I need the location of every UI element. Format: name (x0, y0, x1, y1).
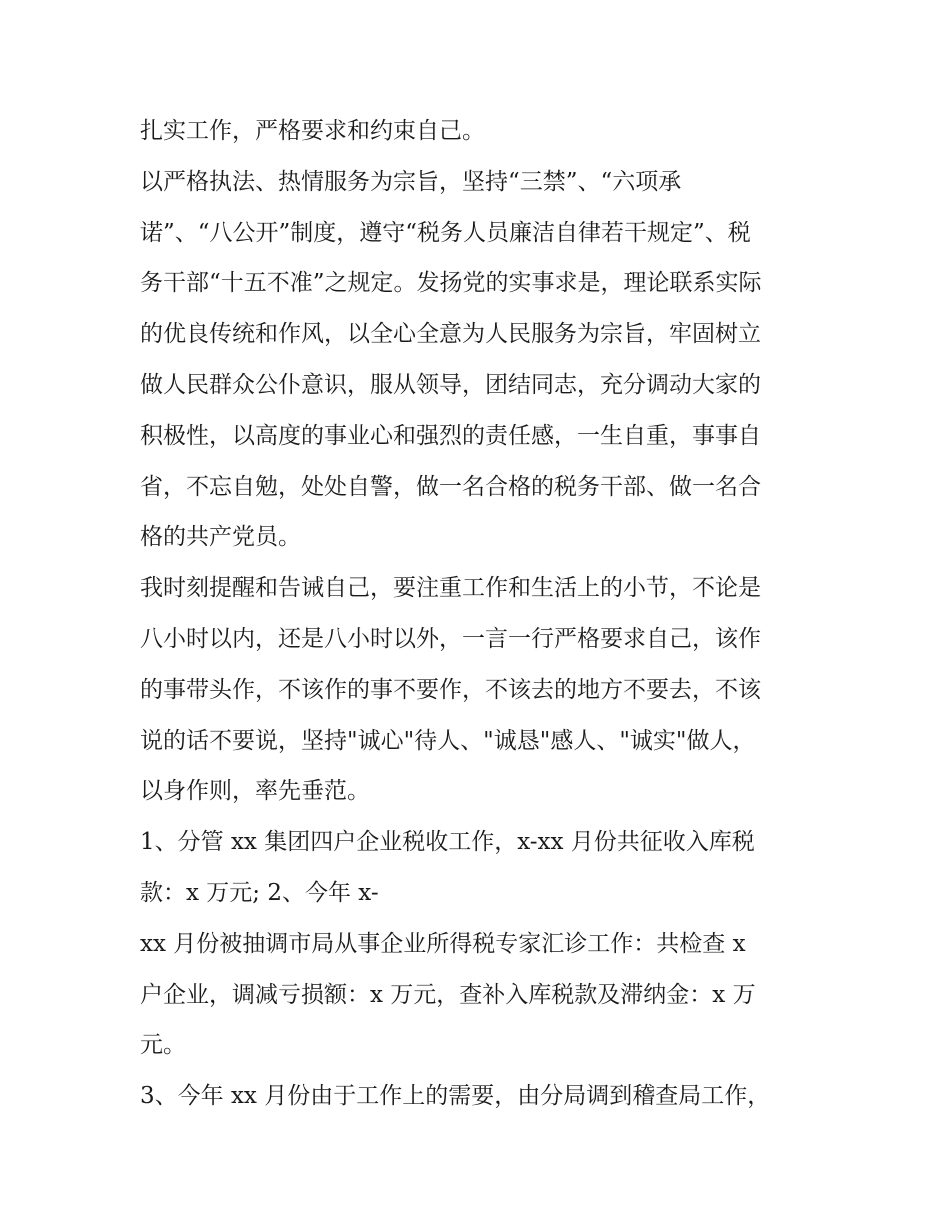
text-line: 以严格执法、热情服务为宗旨，坚持“三禁”、“六项承 (140, 168, 682, 195)
text-line: 省，不忘自勉，处处自警，做一名合格的税务干部、做一名合 (140, 473, 761, 500)
text-line: 以身作则，率先垂范。 (140, 778, 370, 805)
text-line: 积极性，以高度的事业心和强烈的责任感，一生自重，事事自 (140, 422, 761, 449)
text-line: 1、分管 xx 集团四户企业税收工作，x-xx 月份共征收入库税 (140, 829, 755, 856)
text-line: 格的共产党员。 (140, 524, 301, 551)
text-line: xx 月份被抽调市局从事企业所得税专家汇诊工作：共检查 x (140, 930, 746, 957)
text-line: 的优良传统和作风，以全心全意为人民服务为宗旨，牢固树立 (140, 321, 761, 348)
text-line: 八小时以内，还是八小时以外，一言一行严格要求自己，该作 (140, 625, 761, 652)
text-line: 的事带头作，不该作的事不要作，不该去的地方不要去，不该 (140, 676, 761, 703)
text-line: 诺”、“八公开”制度，遵守“税务人员廉洁自律若干规定”、税 (140, 219, 751, 246)
text-line: 我时刻提醒和告诫自己，要注重工作和生活上的小节，不论是 (140, 575, 761, 602)
text-line: 元。 (140, 1032, 186, 1059)
text-line: 扎实工作，严格要求和约束自己。 (140, 118, 485, 144)
text-line: 户企业，调减亏损额：x 万元，查补入库税款及滞纳金：x 万 (140, 981, 756, 1008)
document-body (140, 106, 830, 1122)
text-line: 务干部“十五不准”之规定。发扬党的实事求是，理论联系实际 (140, 270, 762, 297)
text-line: 做人民群众公仆意识，服从领导，团结同志，充分调动大家的 (140, 371, 761, 398)
text-line: 3、今年 xx 月份由于工作上的需要，由分局调到稽查局工作， (140, 1083, 771, 1110)
text-line: 款：x 万元; 2、今年 x- (140, 879, 379, 906)
text-line: 说的话不要说，坚持"诚心"待人、"诚恳"感人、"诚实"做人， (140, 727, 756, 754)
